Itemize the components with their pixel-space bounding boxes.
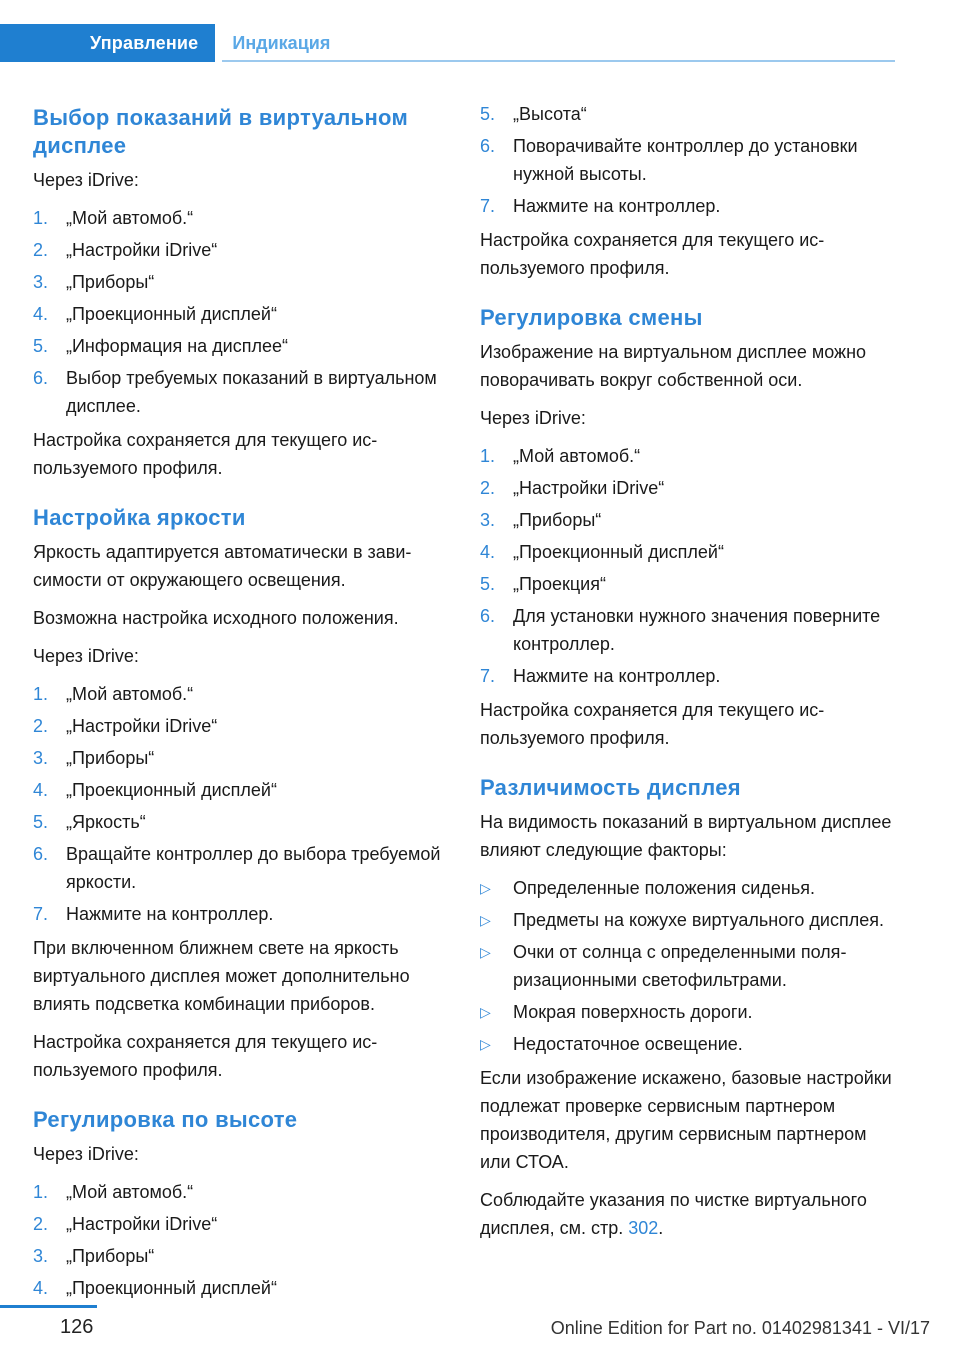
list-item <box>33 744 451 772</box>
paragraph: Через iDrive: <box>33 646 139 666</box>
step-number: 5. <box>480 104 496 124</box>
list-item <box>33 840 451 896</box>
step-number: 6. <box>33 368 49 388</box>
list-item <box>33 332 451 360</box>
paragraph: Через iDrive: <box>33 170 139 190</box>
step-number: 6. <box>480 606 496 626</box>
triangle-right-icon: ▷ <box>480 1004 491 1020</box>
step-number: 1. <box>480 446 496 466</box>
list-item <box>33 1274 451 1302</box>
triangle-right-icon: ▷ <box>480 944 491 960</box>
paragraph-end: . <box>658 1218 664 1238</box>
step-number: 4. <box>33 780 49 800</box>
step-text: Выбор требуемых показаний в виртуальном дисплее. <box>66 368 437 416</box>
list-item <box>33 268 451 296</box>
step-number: 6. <box>480 136 496 156</box>
step-number: 7. <box>33 904 49 924</box>
step-number: 3. <box>33 1246 49 1266</box>
step-number: 2. <box>33 716 49 736</box>
step-text: „Мой автомоб.“ <box>66 684 194 704</box>
step-number: 4. <box>33 1278 49 1298</box>
section-title-height: Регулировка по высоте <box>33 1107 298 1132</box>
paragraph: Настройка сохраняется для текущего используемого профиля. <box>33 430 378 478</box>
list-item <box>480 570 898 598</box>
step-text: „Проекция“ <box>513 574 606 594</box>
step-number: 5. <box>480 574 496 594</box>
list-item <box>480 874 898 902</box>
step-number: 1. <box>33 1182 49 1202</box>
step-number: 3. <box>33 748 49 768</box>
step-text: „Проекционный дисплей“ <box>66 304 277 324</box>
paragraph <box>480 1186 898 1242</box>
tab-индикация[interactable]: Индикация <box>232 33 331 53</box>
list-item <box>33 712 451 740</box>
list-item <box>480 100 898 128</box>
step-text: „Приборы“ <box>66 748 155 768</box>
step-text: „Проекционный дисплей“ <box>66 1278 277 1298</box>
paragraph: Настройка сохраняется для текущего используемого профиля. <box>480 230 825 278</box>
page-link[interactable]: 302 <box>628 1218 659 1238</box>
paragraph: Настройка сохраняется для текущего используемого профиля. <box>480 700 825 748</box>
bullet-text: Предметы на кожухе виртуального дисплея. <box>513 910 884 930</box>
step-text: Нажмите на контроллер. <box>513 196 721 216</box>
step-number: 3. <box>33 272 49 292</box>
step-number: 5. <box>33 812 49 832</box>
step-text: „Приборы“ <box>66 272 155 292</box>
steps-list <box>33 204 451 420</box>
step-text: „Мой автомоб.“ <box>513 446 641 466</box>
right-column <box>480 100 898 1252</box>
triangle-right-icon: ▷ <box>480 912 491 928</box>
list-item <box>33 300 451 328</box>
page-number: 126 <box>60 1316 94 1338</box>
step-number: 7. <box>480 666 496 686</box>
step-number: 2. <box>33 240 49 260</box>
tab-управление[interactable]: Управление <box>0 24 215 62</box>
step-text: Для установки нужного значения поверните контроллер. <box>513 606 881 654</box>
step-number: 6. <box>33 844 49 864</box>
steps-list <box>480 442 898 690</box>
list-item <box>33 1178 451 1206</box>
step-text: „Высота“ <box>513 104 587 124</box>
step-number: 1. <box>33 684 49 704</box>
paragraph: Если изображение искажено, базовые настройки подлежат проверке сервисным партнером производителя, другим сервисным партнером или СТОА. <box>480 1068 892 1172</box>
list-item <box>480 442 898 470</box>
step-number: 2. <box>480 478 496 498</box>
step-text: Нажмите на контроллер. <box>513 666 721 686</box>
list-item <box>33 1210 451 1238</box>
list-item <box>480 132 898 188</box>
list-item <box>33 776 451 804</box>
step-text: „Проекционный дисплей“ <box>66 780 277 800</box>
list-item <box>480 662 898 690</box>
step-text: „Настройки iDrive“ <box>66 716 218 736</box>
header-divider <box>222 60 895 62</box>
step-number: 1. <box>33 208 49 228</box>
list-item <box>480 506 898 534</box>
bullet-list <box>480 874 898 1058</box>
step-text: Вращайте контроллер до выбора требуемой яркости. <box>66 844 441 892</box>
list-item <box>33 364 451 420</box>
bullet-text: Недостаточное освещение. <box>513 1034 743 1054</box>
step-number: 7. <box>480 196 496 216</box>
step-text: Поворачивайте контроллер до установки нужной высоты. <box>513 136 858 184</box>
step-number: 4. <box>33 304 49 324</box>
list-item <box>480 602 898 658</box>
list-item <box>33 808 451 836</box>
paragraph-text: Соблюдайте указания по чистке виртуального дисплея, см. стр. <box>480 1190 867 1238</box>
paragraph: При включенном ближнем свете на яркость виртуального дисплея может дополнительно влиять подсветка комбинации приборов. <box>33 938 410 1014</box>
list-item <box>480 998 898 1026</box>
step-text: „Настройки iDrive“ <box>66 240 218 260</box>
list-item <box>480 938 898 994</box>
step-number: 3. <box>480 510 496 530</box>
list-item <box>33 900 451 928</box>
footer-rule <box>0 1305 97 1308</box>
section-title-brightness: Настройка яркости <box>33 505 246 530</box>
edition-note: Online Edition for Part no. 01402981341 - VI/17 <box>550 1318 930 1338</box>
step-text: „Приборы“ <box>66 1246 155 1266</box>
step-text: „Настройки iDrive“ <box>66 1214 218 1234</box>
paragraph: На видимость показаний в виртуальном дисплее влияют следующие факторы: <box>480 812 892 860</box>
step-text: „Яркость“ <box>66 812 146 832</box>
list-item <box>480 906 898 934</box>
steps-list <box>33 1178 451 1302</box>
section-title-rotation: Регулировка смены <box>480 305 703 330</box>
step-number: 4. <box>480 542 496 562</box>
list-item <box>480 538 898 566</box>
step-text: „Приборы“ <box>513 510 602 530</box>
list-item <box>33 204 451 232</box>
bullet-text: Очки от солнца с определенными поляризационными светофильтрами. <box>513 942 847 990</box>
list-item <box>33 680 451 708</box>
paragraph: Через iDrive: <box>33 1144 139 1164</box>
bullet-text: Определенные положения сиденья. <box>513 878 815 898</box>
step-text: „Проекционный дисплей“ <box>513 542 724 562</box>
list-item <box>33 236 451 264</box>
list-item <box>480 1030 898 1058</box>
paragraph: Через iDrive: <box>480 408 586 428</box>
steps-list <box>480 100 898 220</box>
list-item <box>480 192 898 220</box>
paragraph: Настройка сохраняется для текущего используемого профиля. <box>33 1032 378 1080</box>
paragraph: Изображение на виртуальном дисплее можно поворачивать вокруг собственной оси. <box>480 342 867 390</box>
list-item <box>480 474 898 502</box>
left-column <box>33 100 451 1308</box>
steps-list <box>33 680 451 928</box>
step-text: Нажмите на контроллер. <box>66 904 274 924</box>
triangle-right-icon: ▷ <box>480 1036 491 1052</box>
step-text: „Настройки iDrive“ <box>513 478 665 498</box>
paragraph: Яркость адаптируется автоматически в зависимости от окружающего освещения. <box>33 542 412 590</box>
list-item <box>33 1242 451 1270</box>
bullet-text: Мокрая поверхность дороги. <box>513 1002 753 1022</box>
step-text: „Мой автомоб.“ <box>66 208 194 228</box>
triangle-right-icon: ▷ <box>480 880 491 896</box>
paragraph: Возможна настройка исходного положения. <box>33 608 399 628</box>
step-number: 2. <box>33 1214 49 1234</box>
step-text: „Информация на дисплее“ <box>66 336 288 356</box>
section-title-visibility: Различимость дисплея <box>480 775 741 800</box>
step-number: 5. <box>33 336 49 356</box>
section-title-display-selection: Выбор показаний в виртуальном дисплее <box>33 105 409 158</box>
header-tabs <box>0 24 347 62</box>
step-text: „Мой автомоб.“ <box>66 1182 194 1202</box>
